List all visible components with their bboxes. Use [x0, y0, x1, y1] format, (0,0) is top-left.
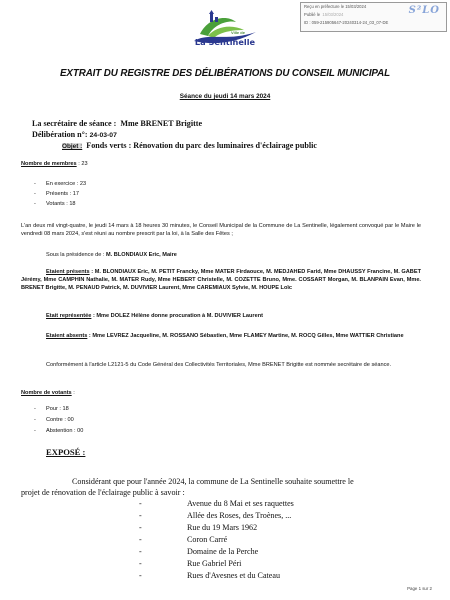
street-dash: -	[139, 547, 142, 556]
document-title: EXTRAIT DU REGISTRE DES DÉLIBÉRATIONS DU CONSEIL MUNICIPAL	[59, 68, 391, 79]
deliberation-line: Délibération n°: 24-03-07	[32, 130, 117, 139]
list-item: En exercice : 23	[46, 181, 87, 187]
objet-label: Objet :	[62, 143, 83, 150]
absents-paragraph: Etaient absents : Mme LEVREZ Jacqueline, M. ROSSANO Sébastien, Mme FLAMEY Martine, M. ROCQ Gilles, Mme WATTIER Christiane	[46, 333, 404, 339]
street-dash: -	[139, 523, 142, 532]
street-dash: -	[139, 559, 142, 568]
street-item: Rue Gabriel Péri	[187, 559, 242, 568]
prefecture-receipt-stamp	[300, 2, 447, 32]
secretaire-line: La secrétaire de séance : Mme BRENET Brigitte	[32, 119, 203, 128]
street-item: Avenue du 8 Mai et ses raquettes	[187, 499, 294, 508]
represente-paragraph: Etait représentée : Mme DOLEZ Hélène donne procuration à M. DUVIVIER Laurent	[46, 313, 263, 319]
logo-town-name: La Sentinelle	[194, 37, 256, 47]
street-item: Rues d'Avesnes et du Cateau	[187, 571, 281, 580]
list-bullet: -	[34, 191, 36, 197]
list-bullet: -	[34, 417, 36, 423]
logo-prefix: Ville de	[231, 30, 245, 35]
street-dash: -	[139, 511, 142, 520]
seance-date: Séance du jeudi 14 mars 2024	[179, 93, 271, 100]
expose-line-1: Considérant que pour l'année 2024, la commune de La Sentinelle souhaite soumettre le	[72, 477, 354, 486]
street-item: Domaine de la Perche	[187, 547, 259, 556]
list-bullet: -	[34, 406, 36, 412]
conformement-paragraph: Conformément à l'article L2121-5 du Code Général des Collectivités Territoriales, Mme BRENET Brigitte est nommée secrétaire de séance.	[46, 362, 392, 368]
street-dash: -	[139, 535, 142, 544]
objet-text: Fonds verts : Rénovation du parc des luminaires d'éclairage public	[86, 141, 317, 150]
vote-item: Pour : 18	[46, 406, 69, 412]
presents-paragraph: Etaient présents : M. BLONDIAUX Eric, M. PETIT Francky, Mme MATER Firdaouce, M. MEDJAHED Farid, Mme DHAUSSY Francine, M. GABET Jérémy, Mme CAMPHIN Nathalie, M. MATER Rudy, Mme HEBERT Christelle, M. COZETTE Bruno, Mme. COSSART Morgan, M. BLANPAIN Evan, Mme. BRENET Brigitte, M. PENAUD Patrick, M. DUVIVIER Laurent, Mme CAREMIAUX Sylvie, M. HOUPE Loïc	[21, 269, 421, 291]
list-item: Présents : 17	[46, 191, 79, 197]
page-number: Page 1 sur 2	[407, 586, 432, 591]
street-dash: -	[139, 571, 142, 580]
presidence-line: Sous la présidence de : M. BLONDIAUX Eric, Maire	[46, 252, 177, 258]
list-bullet: -	[34, 428, 36, 434]
intro-paragraph: L'an deux mil vingt-quatre, le jeudi 14 mars à 18 heures 30 minutes, le Conseil Municipal de la Commune de La Sentinelle, légalement convoqué par le Maire le vendredi 08 mars 2024, s'est réuni au nombre prescrit par la loi, à la Salle des Fêtes ;	[21, 223, 421, 237]
stamp-published-line: Publié le 15/03/2024	[304, 12, 344, 17]
street-item: Coron Carré	[187, 535, 228, 544]
votants-heading: Nombre de votants :	[21, 390, 75, 396]
stamp-id-line: ID : 059-215905647-20240314-24_03_07-DE	[304, 20, 389, 25]
expose-heading: EXPOSÉ :	[46, 447, 86, 457]
vote-item: Contre : 00	[46, 417, 74, 423]
list-item: Votants : 18	[46, 201, 76, 207]
expose-line-2: projet de rénovation de l'éclairage public à savoir :	[21, 488, 185, 497]
vote-item: Abstention : 00	[46, 428, 84, 434]
street-dash: -	[139, 499, 142, 508]
objet-line	[62, 141, 317, 150]
slo-logo: S²LO	[408, 5, 440, 16]
town-logo-icon	[186, 8, 266, 54]
street-item: Rue du 19 Mars 1962	[187, 523, 258, 532]
membres-heading: Nombre de membres : 23	[21, 161, 88, 167]
list-bullet: -	[34, 181, 36, 187]
stamp-received-line: Reçu en préfecture le 15/03/2024	[304, 4, 367, 9]
list-bullet: -	[34, 201, 36, 207]
street-item: Allée des Roses, des Troènes, ...	[187, 511, 292, 520]
